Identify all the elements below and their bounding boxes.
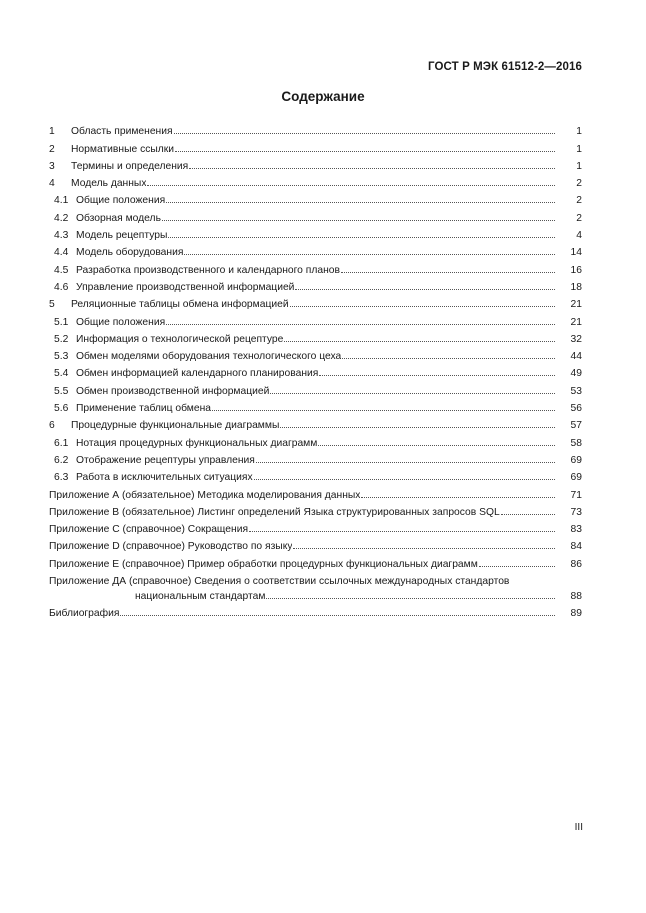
leader-dots xyxy=(249,531,555,532)
toc-entry[interactable] xyxy=(49,293,582,310)
toc-entry-page: 58 xyxy=(570,437,582,449)
toc-entry-label xyxy=(49,559,478,570)
toc-entry-text: Приложение Е (справочное) Пример обработки процедурных функциональных диаграмм xyxy=(49,558,478,570)
toc-entry-label xyxy=(49,438,317,449)
toc-entry-label xyxy=(49,403,211,414)
toc-entry-label xyxy=(49,195,165,206)
toc-entry-page: 49 xyxy=(570,368,582,380)
toc-entry-label xyxy=(49,541,292,552)
toc-entry-text: Управление производственной информацией xyxy=(76,281,295,293)
toc-entry-text: Информация о технологической рецептуре xyxy=(76,333,284,345)
toc-entry-number: 3 xyxy=(49,160,55,172)
leader-dots xyxy=(295,289,555,290)
toc-entry-label xyxy=(49,472,253,483)
toc-entry[interactable] xyxy=(49,310,582,327)
toc-entry-label xyxy=(49,126,173,137)
toc-entry-text: Работа в исключительных ситуациях xyxy=(76,472,253,484)
toc-entry[interactable] xyxy=(49,483,582,500)
toc-entry[interactable] xyxy=(49,449,582,466)
toc-entry-page: 71 xyxy=(570,489,582,501)
toc-entry-page: 89 xyxy=(570,608,582,620)
toc-entry-text: Приложение А (обязательное) Методика моделирования данных xyxy=(49,489,361,501)
toc-entry-text: Приложение С (справочное) Сокращения xyxy=(49,524,249,536)
toc-entry-text: Реляционные таблицы обмена информацией xyxy=(71,299,289,311)
toc-entry-page: 83 xyxy=(570,524,582,536)
toc-entry-page: 86 xyxy=(570,558,582,570)
toc-entry-page: 69 xyxy=(570,472,582,484)
toc-entry-text: Модель оборудования xyxy=(76,247,184,259)
leader-dots xyxy=(319,375,555,376)
toc-entry[interactable] xyxy=(49,172,582,189)
toc-entry-page: 2 xyxy=(576,212,582,224)
toc-entry-page: 2 xyxy=(576,178,582,190)
toc-entry-page: 21 xyxy=(570,299,582,311)
toc-entry-label xyxy=(49,420,279,431)
toc-entry[interactable] xyxy=(49,518,582,535)
leader-dots xyxy=(318,445,555,446)
toc-entry-label xyxy=(49,455,255,466)
toc-entry-number: 5.4 xyxy=(54,368,69,380)
toc-entry-label xyxy=(49,213,161,224)
toc-entry[interactable] xyxy=(49,276,582,293)
toc-entry[interactable] xyxy=(49,258,582,275)
toc-entry-label xyxy=(49,247,183,258)
toc-entry-text: Общие положения xyxy=(76,195,166,207)
toc-entry-text: Общие положения xyxy=(76,316,166,328)
leader-dots xyxy=(256,462,555,463)
leader-dots xyxy=(266,598,555,599)
leader-dots xyxy=(501,514,555,515)
toc-entry-page: 73 xyxy=(570,506,582,518)
toc-entry-text: Отображение рецептуры управления xyxy=(76,454,255,466)
toc-entry-text: Нотация процедурных функциональных диаграмм xyxy=(76,437,318,449)
leader-dots xyxy=(175,151,555,152)
leader-dots xyxy=(174,133,555,134)
toc-entry-page: 18 xyxy=(570,281,582,293)
toc-entry-text: Обзорная модель xyxy=(76,212,161,224)
leader-dots xyxy=(168,237,555,238)
toc-entry-number: 4.3 xyxy=(54,230,69,242)
toc-entry[interactable] xyxy=(49,328,582,345)
toc-entry[interactable] xyxy=(49,466,582,483)
toc-entry[interactable] xyxy=(49,241,582,258)
toc-entry-text: Обмен производственной информацией xyxy=(76,385,270,397)
leader-dots xyxy=(284,341,555,342)
toc-entry[interactable] xyxy=(49,206,582,223)
toc-entry-number: 5.5 xyxy=(54,385,69,397)
toc-entry-number: 4.2 xyxy=(54,212,69,224)
toc-entry-appendix-da[interactable] xyxy=(49,570,582,602)
toc-entry-number: 4 xyxy=(49,178,55,190)
toc-entry-page: 1 xyxy=(576,143,582,155)
leader-dots xyxy=(280,427,555,428)
toc-entry-bibliography[interactable] xyxy=(49,602,582,619)
toc-entry-label xyxy=(49,507,500,518)
leader-dots xyxy=(290,306,555,307)
toc-entry-text: Приложение В (обязательное) Листинг определений Языка структурированных запросов SQL xyxy=(49,506,500,518)
toc-entry-text: Модель рецептуры xyxy=(76,230,168,242)
toc-entry[interactable] xyxy=(49,379,582,396)
toc-entry-label xyxy=(49,144,174,155)
toc-entry-page: 84 xyxy=(570,541,582,553)
toc-entry-label xyxy=(49,282,294,293)
leader-dots xyxy=(361,497,555,498)
toc-entry[interactable] xyxy=(49,345,582,362)
toc-entry-number: 4.4 xyxy=(54,247,69,259)
toc-entry-page: 1 xyxy=(576,160,582,172)
toc-entry-number: 5.2 xyxy=(54,333,69,345)
leader-dots xyxy=(166,202,555,203)
document-code: ГОСТ Р МЭК 61512-2—2016 xyxy=(428,61,582,73)
toc-entry-number: 5.1 xyxy=(54,316,69,328)
toc-entry[interactable] xyxy=(49,189,582,206)
toc-entry[interactable] xyxy=(49,397,582,414)
toc-entry-page: 44 xyxy=(570,351,582,363)
toc-entry-number: 5.3 xyxy=(54,351,69,363)
toc-entry-page: 2 xyxy=(576,195,582,207)
leader-dots xyxy=(293,548,555,549)
toc-entry-text: Область применения xyxy=(71,126,173,138)
toc-entry-page: 4 xyxy=(576,230,582,242)
toc-entry-label xyxy=(49,386,269,397)
leader-dots xyxy=(162,220,555,221)
toc-entry[interactable] xyxy=(49,552,582,569)
toc-entry-page: 88 xyxy=(570,591,582,603)
toc-entry-text: Приложение D (справочное) Руководство по языку xyxy=(49,541,293,553)
toc-entry-number: 5.6 xyxy=(54,403,69,415)
page-title: Содержание xyxy=(281,89,365,104)
toc-entry-text: Процедурные функциональные диаграммы xyxy=(71,420,280,432)
toc-entry-page: 21 xyxy=(570,316,582,328)
toc-entry-label-continued: национальным стандартам xyxy=(135,591,266,603)
toc-entry-label: Библиография xyxy=(49,608,120,620)
toc-entry-page: 56 xyxy=(570,403,582,415)
toc-entry-page: 57 xyxy=(570,420,582,432)
leader-dots xyxy=(120,615,555,616)
toc-entry-number: 2 xyxy=(49,143,55,155)
leader-dots xyxy=(254,479,555,480)
toc-entry-label xyxy=(49,351,341,362)
toc-entry-number: 4.1 xyxy=(54,195,69,207)
leader-dots xyxy=(147,185,555,186)
leader-dots xyxy=(270,393,555,394)
toc-entry-text: Применение таблиц обмена xyxy=(76,403,212,415)
toc-entry-label xyxy=(49,317,165,328)
toc-entry-text: Термины и определения xyxy=(71,160,189,172)
leader-dots xyxy=(184,254,555,255)
toc-entry-number: 1 xyxy=(49,126,55,138)
toc-entry-number: 4.5 xyxy=(54,264,69,276)
toc-entry-page: 14 xyxy=(570,247,582,259)
toc-entry-label xyxy=(49,490,360,501)
toc-entry-number: 6.1 xyxy=(54,437,69,449)
toc-entry[interactable] xyxy=(49,362,582,379)
toc-entry-label xyxy=(49,265,340,276)
toc-entry-page: 1 xyxy=(576,126,582,138)
toc-entry[interactable] xyxy=(49,501,582,518)
leader-dots xyxy=(189,168,555,169)
toc-entry[interactable] xyxy=(49,137,582,154)
toc-entry-text: Модель данных xyxy=(71,178,147,190)
toc-entry-text: Разработка производственного и календарного планов xyxy=(76,264,340,276)
toc-entry-page: 69 xyxy=(570,454,582,466)
table-of-contents xyxy=(49,120,582,619)
toc-entry-label xyxy=(49,178,146,189)
toc-entry[interactable] xyxy=(49,535,582,552)
leader-dots xyxy=(166,324,555,325)
page-number: III xyxy=(574,822,583,833)
leader-dots xyxy=(479,566,555,567)
toc-entry-text: Обмен моделями оборудования технологического цеха xyxy=(76,351,342,363)
toc-entry-label xyxy=(49,161,188,172)
leader-dots xyxy=(212,410,555,411)
toc-entry[interactable] xyxy=(49,155,582,172)
toc-entry[interactable] xyxy=(49,224,582,241)
toc-entry[interactable] xyxy=(49,414,582,431)
toc-entry-label xyxy=(49,524,248,535)
toc-entry-text: Нормативные ссылки xyxy=(71,143,175,155)
toc-entry-text: Обмен информацией календарного планирования xyxy=(76,368,319,380)
toc-entry-label xyxy=(49,230,167,241)
toc-entry-page: 32 xyxy=(570,333,582,345)
toc-entry-page: 53 xyxy=(570,385,582,397)
toc-entry-number: 5 xyxy=(49,299,55,311)
toc-entry-label xyxy=(49,299,289,310)
toc-entry-label: Приложение ДА (справочное) Сведения о соответствии ссылочных международных стандартов xyxy=(49,576,510,588)
toc-entry-number: 4.6 xyxy=(54,281,69,293)
toc-entry-number: 6 xyxy=(49,420,55,432)
toc-entry-label xyxy=(49,368,318,379)
toc-entry-number: 6.3 xyxy=(54,472,69,484)
leader-dots xyxy=(341,272,555,273)
toc-entry[interactable] xyxy=(49,120,582,137)
toc-entry[interactable] xyxy=(49,431,582,448)
toc-entry-label xyxy=(49,334,283,345)
leader-dots xyxy=(342,358,555,359)
toc-entry-number: 6.2 xyxy=(54,454,69,466)
toc-entry-page: 16 xyxy=(570,264,582,276)
